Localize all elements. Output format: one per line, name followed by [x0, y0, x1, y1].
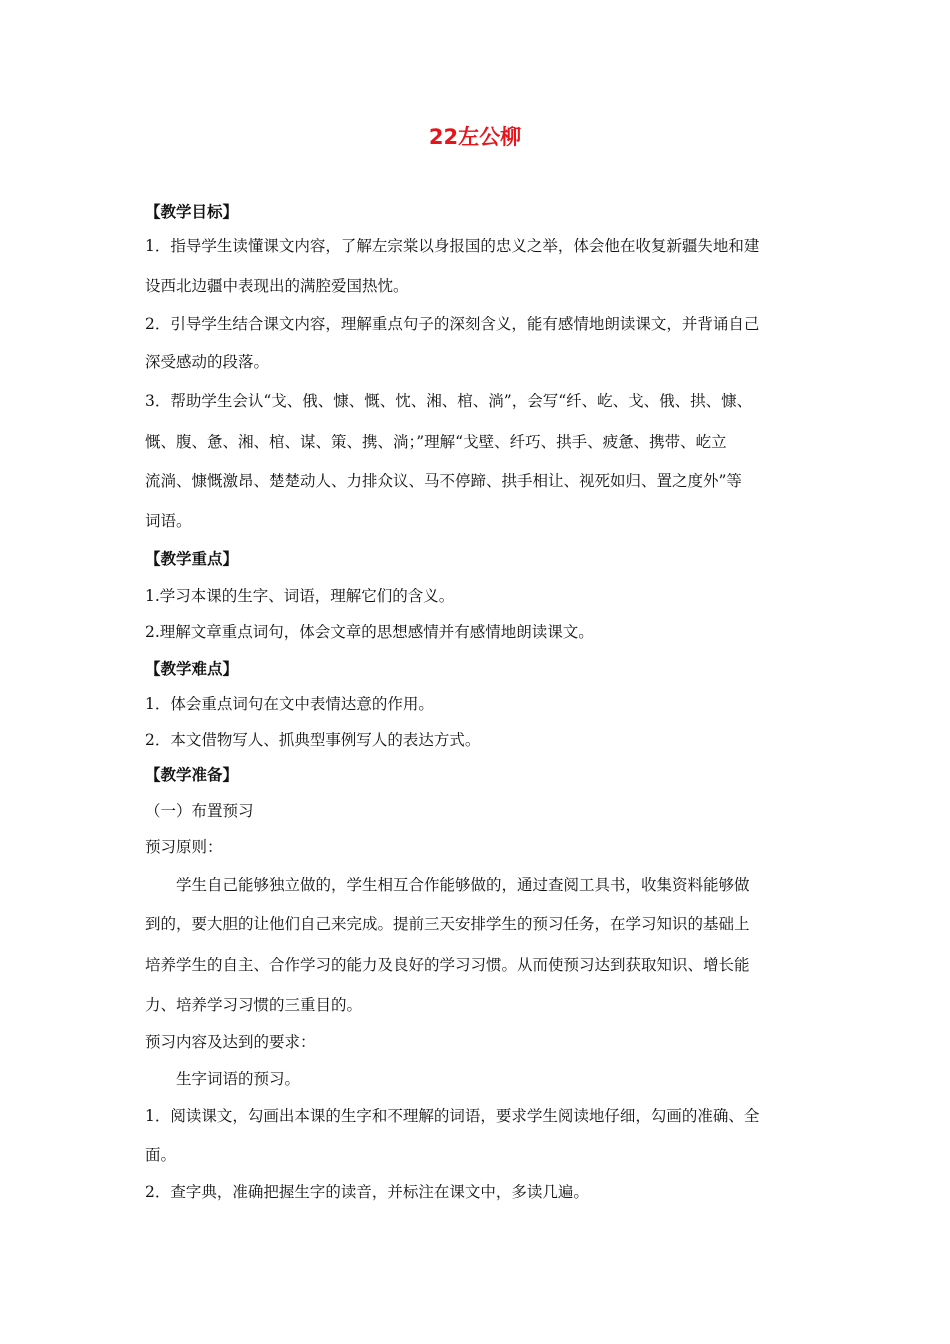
goal-line-4: 深受感动的段落。 [145, 353, 270, 371]
principle-label: 预习原则： [145, 838, 223, 856]
principle-line-2: 到的，要大胆的让他们自己来完成。提前三天安排学生的预习任务，在学习知识的基础上 [145, 915, 750, 933]
difficulty-line-2: 2．本文借物写人、抓典型事例写人的表达方式。 [145, 731, 481, 749]
section-heading-difficulties: 【教学难点】 [145, 659, 239, 678]
section-heading-goals: 【教学目标】 [145, 202, 239, 221]
key-point-line-1: 1.学习本课的生字、词语，理解它们的含义。 [145, 587, 455, 605]
step-line-2: 面。 [145, 1146, 177, 1164]
goal-line-8: 词语。 [145, 512, 192, 530]
principle-line-4: 力、培养学习习惯的三重目的。 [145, 996, 363, 1014]
section-heading-key-points: 【教学重点】 [145, 549, 239, 568]
principle-line-3: 培养学生的自主、合作学习的能力及良好的学习习惯。从而使预习达到获取知识、增长能 [145, 956, 750, 974]
goal-line-6: 慨、腹、惫、湘、棺、谋、策、携、淌；”理解“戈壁、纤巧、拱手、疲惫、携带、屹立 [145, 433, 727, 451]
principle-line-1: 学生自己能够独立做的，学生相互合作能够做的，通过查阅工具书，收集资料能够做 [176, 876, 750, 894]
section-heading-preparation: 【教学准备】 [145, 765, 239, 784]
key-point-line-2: 2.理解文章重点词句，体会文章的思想感情并有感情地朗读课文。 [145, 623, 594, 641]
preparation-subheading: （一）布置预习 [145, 802, 254, 820]
goal-line-7: 流淌、慷慨激昂、楚楚动人、力排众议、马不停蹄、拱手相让、视死如归、置之度外”等 [145, 472, 742, 490]
difficulty-line-1: 1．体会重点词句在文中表情达意的作用。 [145, 695, 434, 713]
vocab-label: 生字词语的预习。 [176, 1070, 301, 1088]
goal-line-1: 1．指导学生读懂课文内容，了解左宗棠以身报国的忠义之举，体会他在收复新疆失地和建 [145, 237, 760, 255]
content-label: 预习内容及达到的要求： [145, 1033, 316, 1051]
goal-line-2: 设西北边疆中表现出的满腔爱国热忱。 [145, 277, 409, 295]
goal-line-3: 2．引导学生结合课文内容，理解重点句子的深刻含义，能有感情地朗读课文，并背诵自己 [145, 315, 760, 333]
page-title: 22左公柳 [428, 125, 522, 149]
step-line-3: 2．查字典，准确把握生字的读音，并标注在课文中，多读几遍。 [145, 1183, 589, 1201]
step-line-1: 1．阅读课文，勾画出本课的生字和不理解的词语，要求学生阅读地仔细，勾画的准确、全 [145, 1107, 760, 1125]
goal-line-5: 3．帮助学生会认“戈、俄、慷、慨、忱、湘、棺、淌”，会写“纤、屹、戈、俄、拱、慷、 [145, 392, 753, 410]
